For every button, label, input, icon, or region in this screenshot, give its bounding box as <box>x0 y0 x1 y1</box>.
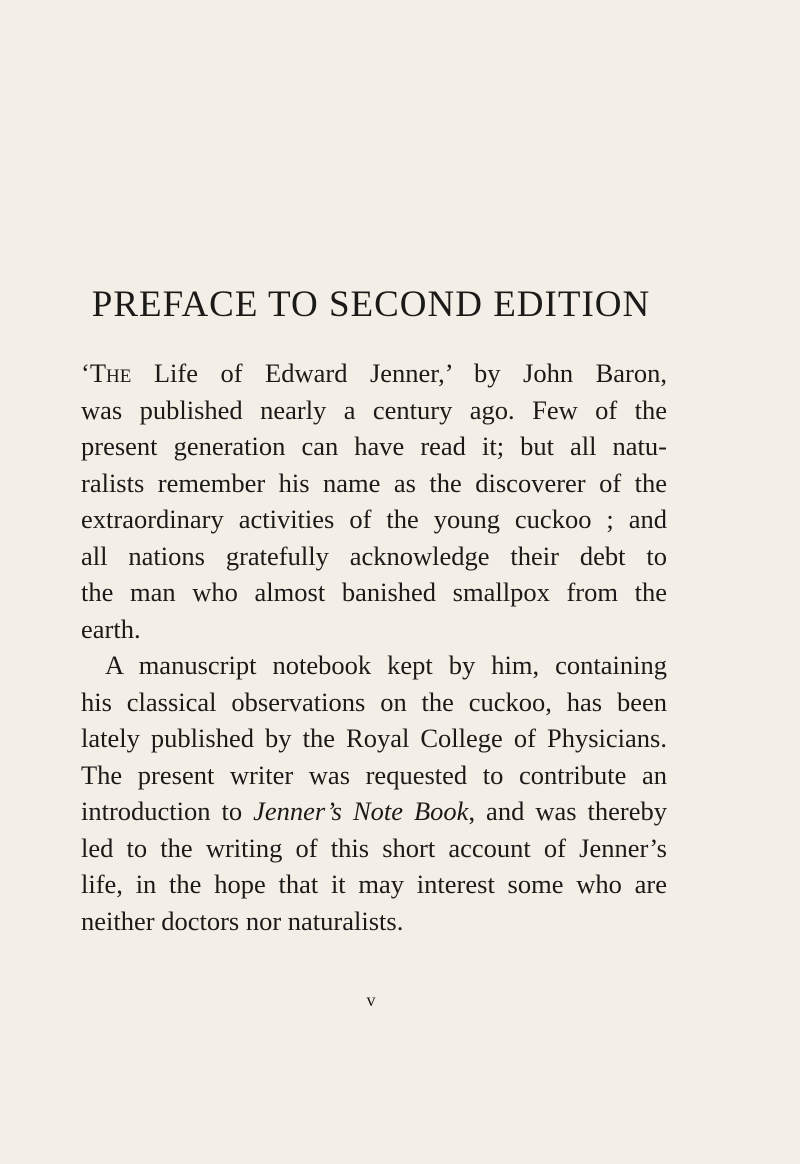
paragraph-1-line-5: extraordinary activities of the young cuckoo ; and <box>81 504 667 534</box>
paragraph-2-line-7: life, in the hope that it may interest some who are <box>81 869 667 899</box>
paragraph-1-line-6: all nations gratefully acknowledge their debt to <box>81 540 667 571</box>
paragraph-2-line-5 <box>81 793 667 830</box>
paragraph-1-line-3: present generation can have read it; but all natu- <box>81 431 667 461</box>
paragraph-2-line-5-post: , and was thereby <box>468 796 667 826</box>
paragraph-1-line-4: ralists remember his name as the discoverer of the <box>81 467 667 498</box>
paragraph-1-line-2: was published nearly a century ago. Few of the <box>81 394 667 425</box>
paragraph-2-line-3: lately published by the Royal College of Physicians. <box>81 723 667 753</box>
paragraph-2-line-6: led to the writing of this short account of Jenner’s <box>81 832 667 863</box>
paragraph-2-line-8: neither doctors nor naturalists. <box>81 905 404 936</box>
paragraph-1-line-1-rest: Life of Edward Jenner,’ by John Baron, <box>131 358 667 388</box>
paragraph-2-line-1: A manuscript notebook kept by him, containing <box>105 650 667 680</box>
small-caps-the: The <box>89 358 132 388</box>
paragraph-2-line-4: The present writer was requested to contribute an <box>81 759 667 790</box>
page-heading: PREFACE TO SECOND EDITION <box>91 284 651 325</box>
paragraph-1-line-7: the man who almost banished smallpox from the <box>81 577 667 607</box>
paragraph-2-line-2: his classical observations on the cuckoo, has been <box>81 686 667 717</box>
preface-body <box>81 355 667 939</box>
paragraph-1-line-8: earth. <box>81 613 141 644</box>
open-quote: ‘ <box>81 358 90 388</box>
paragraph-2-line-5-pre: introduction to <box>81 796 254 826</box>
book-title: Jenner’s Note Book <box>253 796 469 826</box>
paragraph-1-line-1 <box>81 355 667 392</box>
page-number: v <box>366 990 376 1010</box>
